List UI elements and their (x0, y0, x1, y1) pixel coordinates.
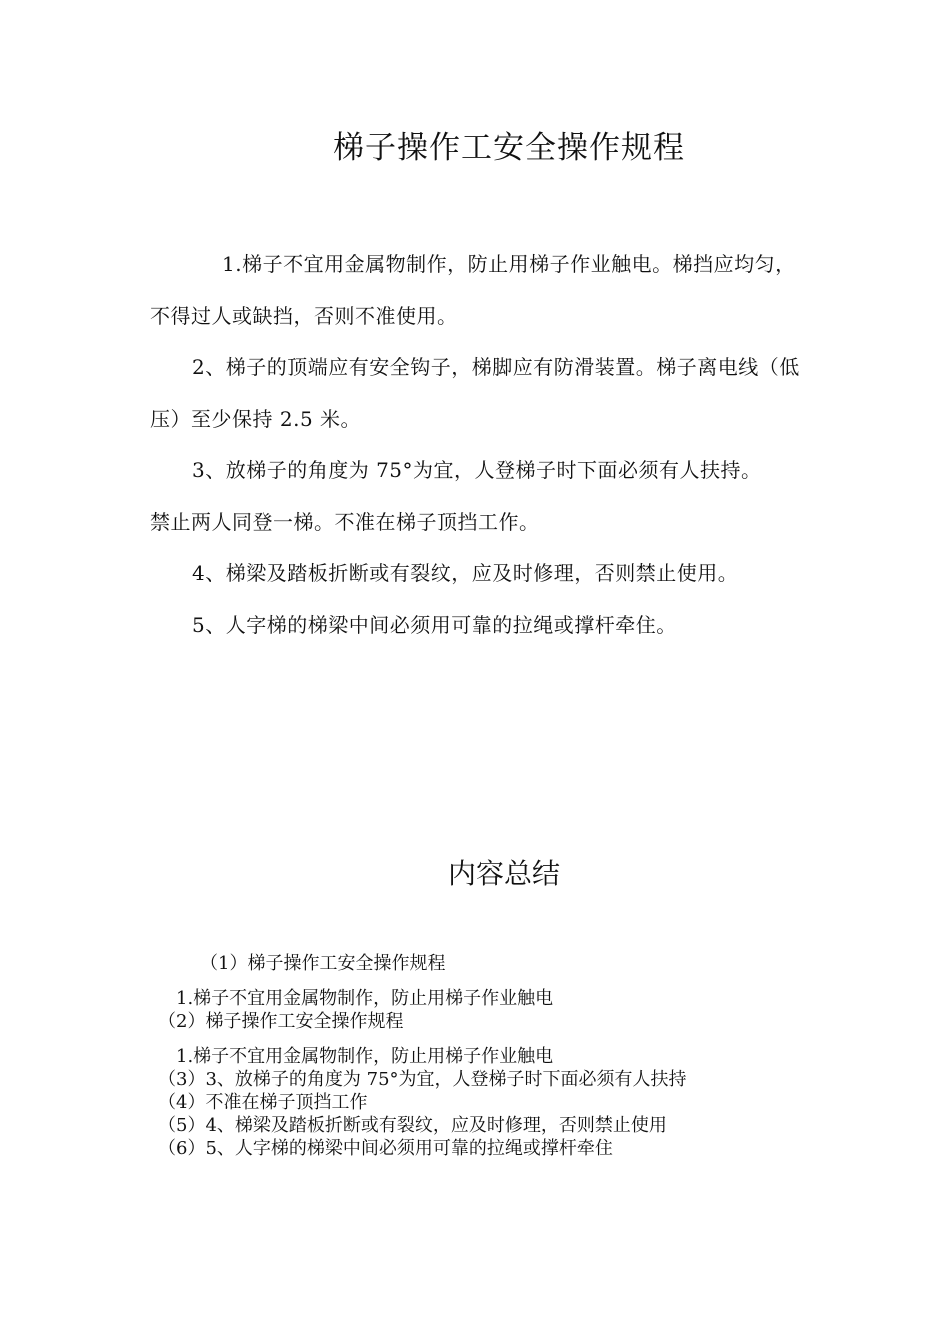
summary-line: （6）5、人字梯的梯梁中间必须用可靠的拉绳或撑杆牵住 (158, 1138, 613, 1159)
summary-line: （1）梯子操作工安全操作规程 (200, 953, 446, 974)
summary-line: （4）不准在梯子顶挡工作 (158, 1092, 368, 1113)
rule-paragraph-1: 1.梯子不宜用金属物制作，防止用梯子作业触电。梯挡应均匀，不得过人或缺挡，否则不准使用。 (150, 252, 796, 328)
summary-list (158, 952, 858, 1160)
summary-line: （2）梯子操作工安全操作规程 (158, 1011, 404, 1032)
rule-paragraph-4: 4、梯梁及踏板折断或有裂纹，应及时修理，否则禁止使用。 (192, 561, 739, 585)
document-title: 梯子操作工安全操作规程 (333, 130, 685, 166)
summary-line: 1.梯子不宜用金属物制作，防止用梯子作业触电 (176, 1046, 554, 1067)
summary-line: （3）3、放梯子的角度为 75°为宜，人登梯子时下面必须有人扶持 (158, 1069, 687, 1090)
summary-title: 内容总结 (447, 857, 560, 890)
summary-line: （5）4、梯梁及踏板折断或有裂纹，应及时修理，否则禁止使用 (158, 1115, 667, 1136)
summary-line: 1.梯子不宜用金属物制作，防止用梯子作业触电 (176, 988, 554, 1009)
rule-paragraph-5: 5、人字梯的梯梁中间必须用可靠的拉绳或撑杆牵住。 (192, 613, 677, 637)
rule-paragraph-3: 3、放梯子的角度为 75°为宜，人登梯子时下面必须有人扶持。禁止两人同登一梯。不准在梯子顶挡工作。 (150, 458, 762, 534)
rule-paragraph-2: 2、梯子的顶端应有安全钩子，梯脚应有防滑装置。梯子离电线（低压）至少保持 2.5 米。 (150, 355, 800, 431)
